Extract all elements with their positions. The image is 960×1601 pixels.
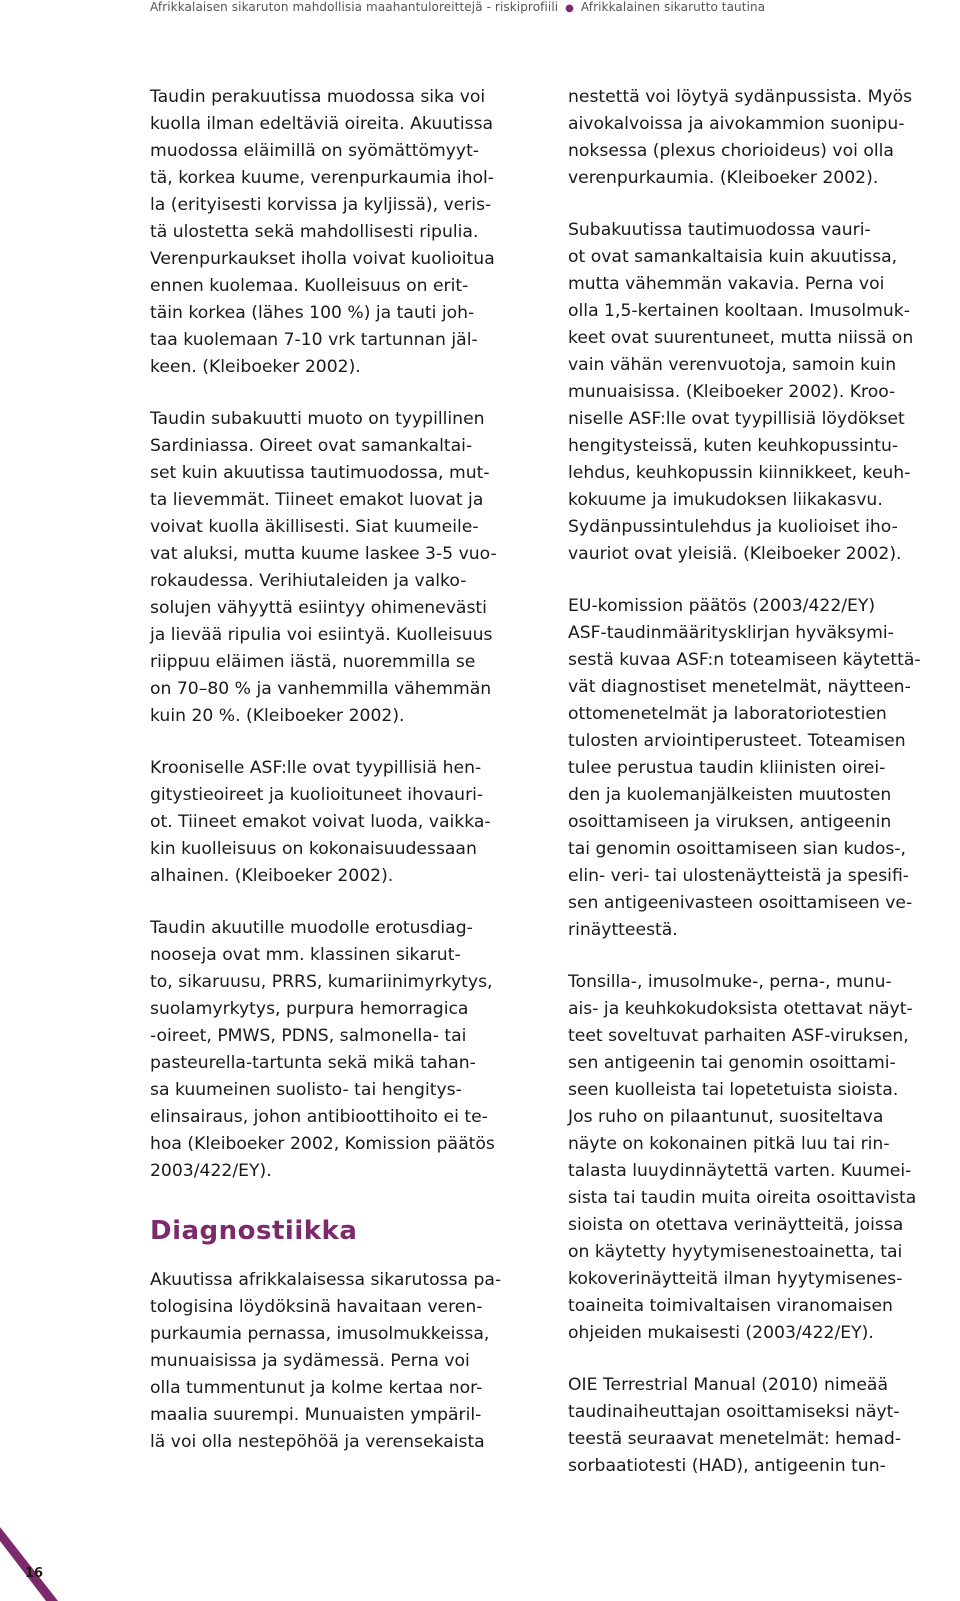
right-paragraph-2: Subakuutissa tautimuodossa vauri- ot ovat samankaltaisia kuin akuutissa, mutta vähemmän vakavia. Perna voi olla 1,5-kertainen kooltaan. Imusolmuk- keet ovat suurentuneet, mutta niissä on vain vähän verenvuotoja, samoin kuin munuaisissa. (Kleiboeker 2002). Kroo- niselle ASF:lle ovat tyypillisiä löydökset hengitysteissä, kuten keuhkopussintu- lehdus, keuhkopussin kiinnikkeet, keuh- kokuume ja imukudoksen liikakasvu. Sydänpussintulehdus ja kuolioiset iho- vauriot ovat yleisiä. (Kleiboeker 2002). — [568, 220, 914, 564]
page-number: 16 — [25, 1566, 44, 1581]
right-paragraph-1: nestettä voi löytyä sydänpussista. Myös aivokalvoissa ja aivokammion suonipu- noksessa (plexus chorioideus) voi olla verenpurkaumia. (Kleiboeker 2002). — [568, 87, 913, 188]
header-left-text: Afrikkalaisen sikaruton mahdollisia maahantuloreittejä - riskiprofiili — [150, 0, 559, 14]
running-header — [150, 0, 940, 14]
section-heading: Diagnostiikka — [150, 1216, 358, 1246]
left-paragraph-4: Taudin akuutille muodolle erotusdiag- nooseja ovat mm. klassinen sikarut- to, sikaruusu, PRRS, kumariinimyrkytys, suolamyrkytys, purpura hemorragica -oireet, PMWS, PDNS, salmonella- tai pasteurella-tartunta sekä mikä tahan- sa kuumeinen suolisto- tai hengitys- elinsairaus, johon antibioottihoito ei te- hoa (Kleiboeker 2002, Komission päätös 2003/422/EY). — [150, 918, 495, 1181]
header-right-text: Afrikkalainen sikarutto tautina — [580, 0, 766, 14]
left-paragraph-5: Akuutissa afrikkalaisessa sikarutossa pa- tologisina löydöksinä havaitaan veren- purkaumia pernassa, imusolmukkeissa, munuaisissa ja sydämessä. Perna voi olla tummentunut ja kolme kertaa nor- maalia suurempi. Munuaisten ympäril- lä voi olla nestepöhöä ja verensekaista — [150, 1270, 502, 1452]
left-paragraph-2: Taudin subakuutti muoto on tyypillinen Sardiniassa. Oireet ovat samankaltai- set kuin akuutissa tautimuodossa, mut- ta lievemmät. Tiineet emakot luovat ja voivat kuolla äkillisesti. Siat kuumeile- vat aluksi, mutta kuume laskee 3-5 vuo- rokaudessa. Verihiutaleiden ja valko- solujen vähyyttä esiintyy ohimenevästi ja lievää ripulia voi esiintyä. Kuolleisuus riippuu eläimen iästä, nuoremmilla se on 70–80 % ja vanhemmilla vähemmän kuin 20 %. (Kleiboeker 2002). — [150, 409, 497, 726]
right-paragraph-5: OIE Terrestrial Manual (2010) nimeää taudinaiheuttajan osoittamiseksi näyt- teestä seuraavat menetelmät: hemad- sorbaatiotesti (HAD), antigeenin tun- — [568, 1375, 902, 1476]
right-column — [568, 84, 940, 1505]
left-paragraph-3: Krooniselle ASF:lle ovat tyypillisiä hen- gitystieoireet ja kuolioituneet ihovauri- ot. Tiineet emakot voivat luoda, vaikka- kin kuolleisuus on kokonaisuudessaan alhainen. (Kleiboeker 2002). — [150, 758, 491, 886]
header-bullet-icon: ● — [565, 3, 574, 14]
left-paragraph-1: Taudin perakuutissa muodossa sika voi kuolla ilman edeltäviä oireita. Akuutissa muodossa eläimillä on syömättömyyt- tä, korkea kuume, verenpurkaumia ihol- la (erityisesti korvissa ja kyljissä), veris- tä ulostetta sekä mahdollisesti ripulia. Verenpurkaukset iholla voivat kuolioitua ennen kuolemaa. Kuolleisuus on erit- täin korkea (lähes 100 %) ja tauti joh- taa kuolemaan 7-10 vrk tartunnan jäl- keen. (Kleiboeker 2002). — [150, 87, 495, 377]
right-paragraph-4: Tonsilla-, imusolmuke-, perna-, munu- ais- ja keuhkokudoksista otettavat näyt- teet soveltuvat parhaiten ASF-viruksen, sen antigeenin tai genomin osoittami- seen kuolleista tai lopetetuista sioista. Jos ruho on pilaantunut, suositeltava näyte on kokonainen pitkä luu tai rin- talasta luuydinnäytettä varten. Kuumei- sista tai taudin muita oireita osoittavista sioista on otettava verinäytteitä, joissa on käytetty hyytymisenestoainetta, tai kokoverinäytteitä ilman hyytymisenes- toaineita toimivaltaisen viranomaisen ohjeiden mukaisesti (2003/422/EY). — [568, 972, 917, 1343]
page-corner-decoration — [0, 1527, 58, 1601]
left-column — [150, 84, 522, 1481]
right-paragraph-3: EU-komission päätös (2003/422/EY) ASF-taudinmääritysklirjan hyväksymi- sestä kuvaa ASF:n toteamiseen käytettä- vät diagnostiset menetelmät, näytteen- ottomenetelmät ja laboratoriotestien tulosten arviointiperusteet. Toteamisen tulee perustua taudin kliinisten oirei- den ja kuolemanjälkeisten muutosten osoittamiseen ja viruksen, antigeenin tai genomin osoittamiseen sian kudos-, elin- veri- tai ulostenäytteistä ja spesifi- sen antigeenivasteen osoittamiseen ve- rinäytteestä. — [568, 596, 921, 940]
